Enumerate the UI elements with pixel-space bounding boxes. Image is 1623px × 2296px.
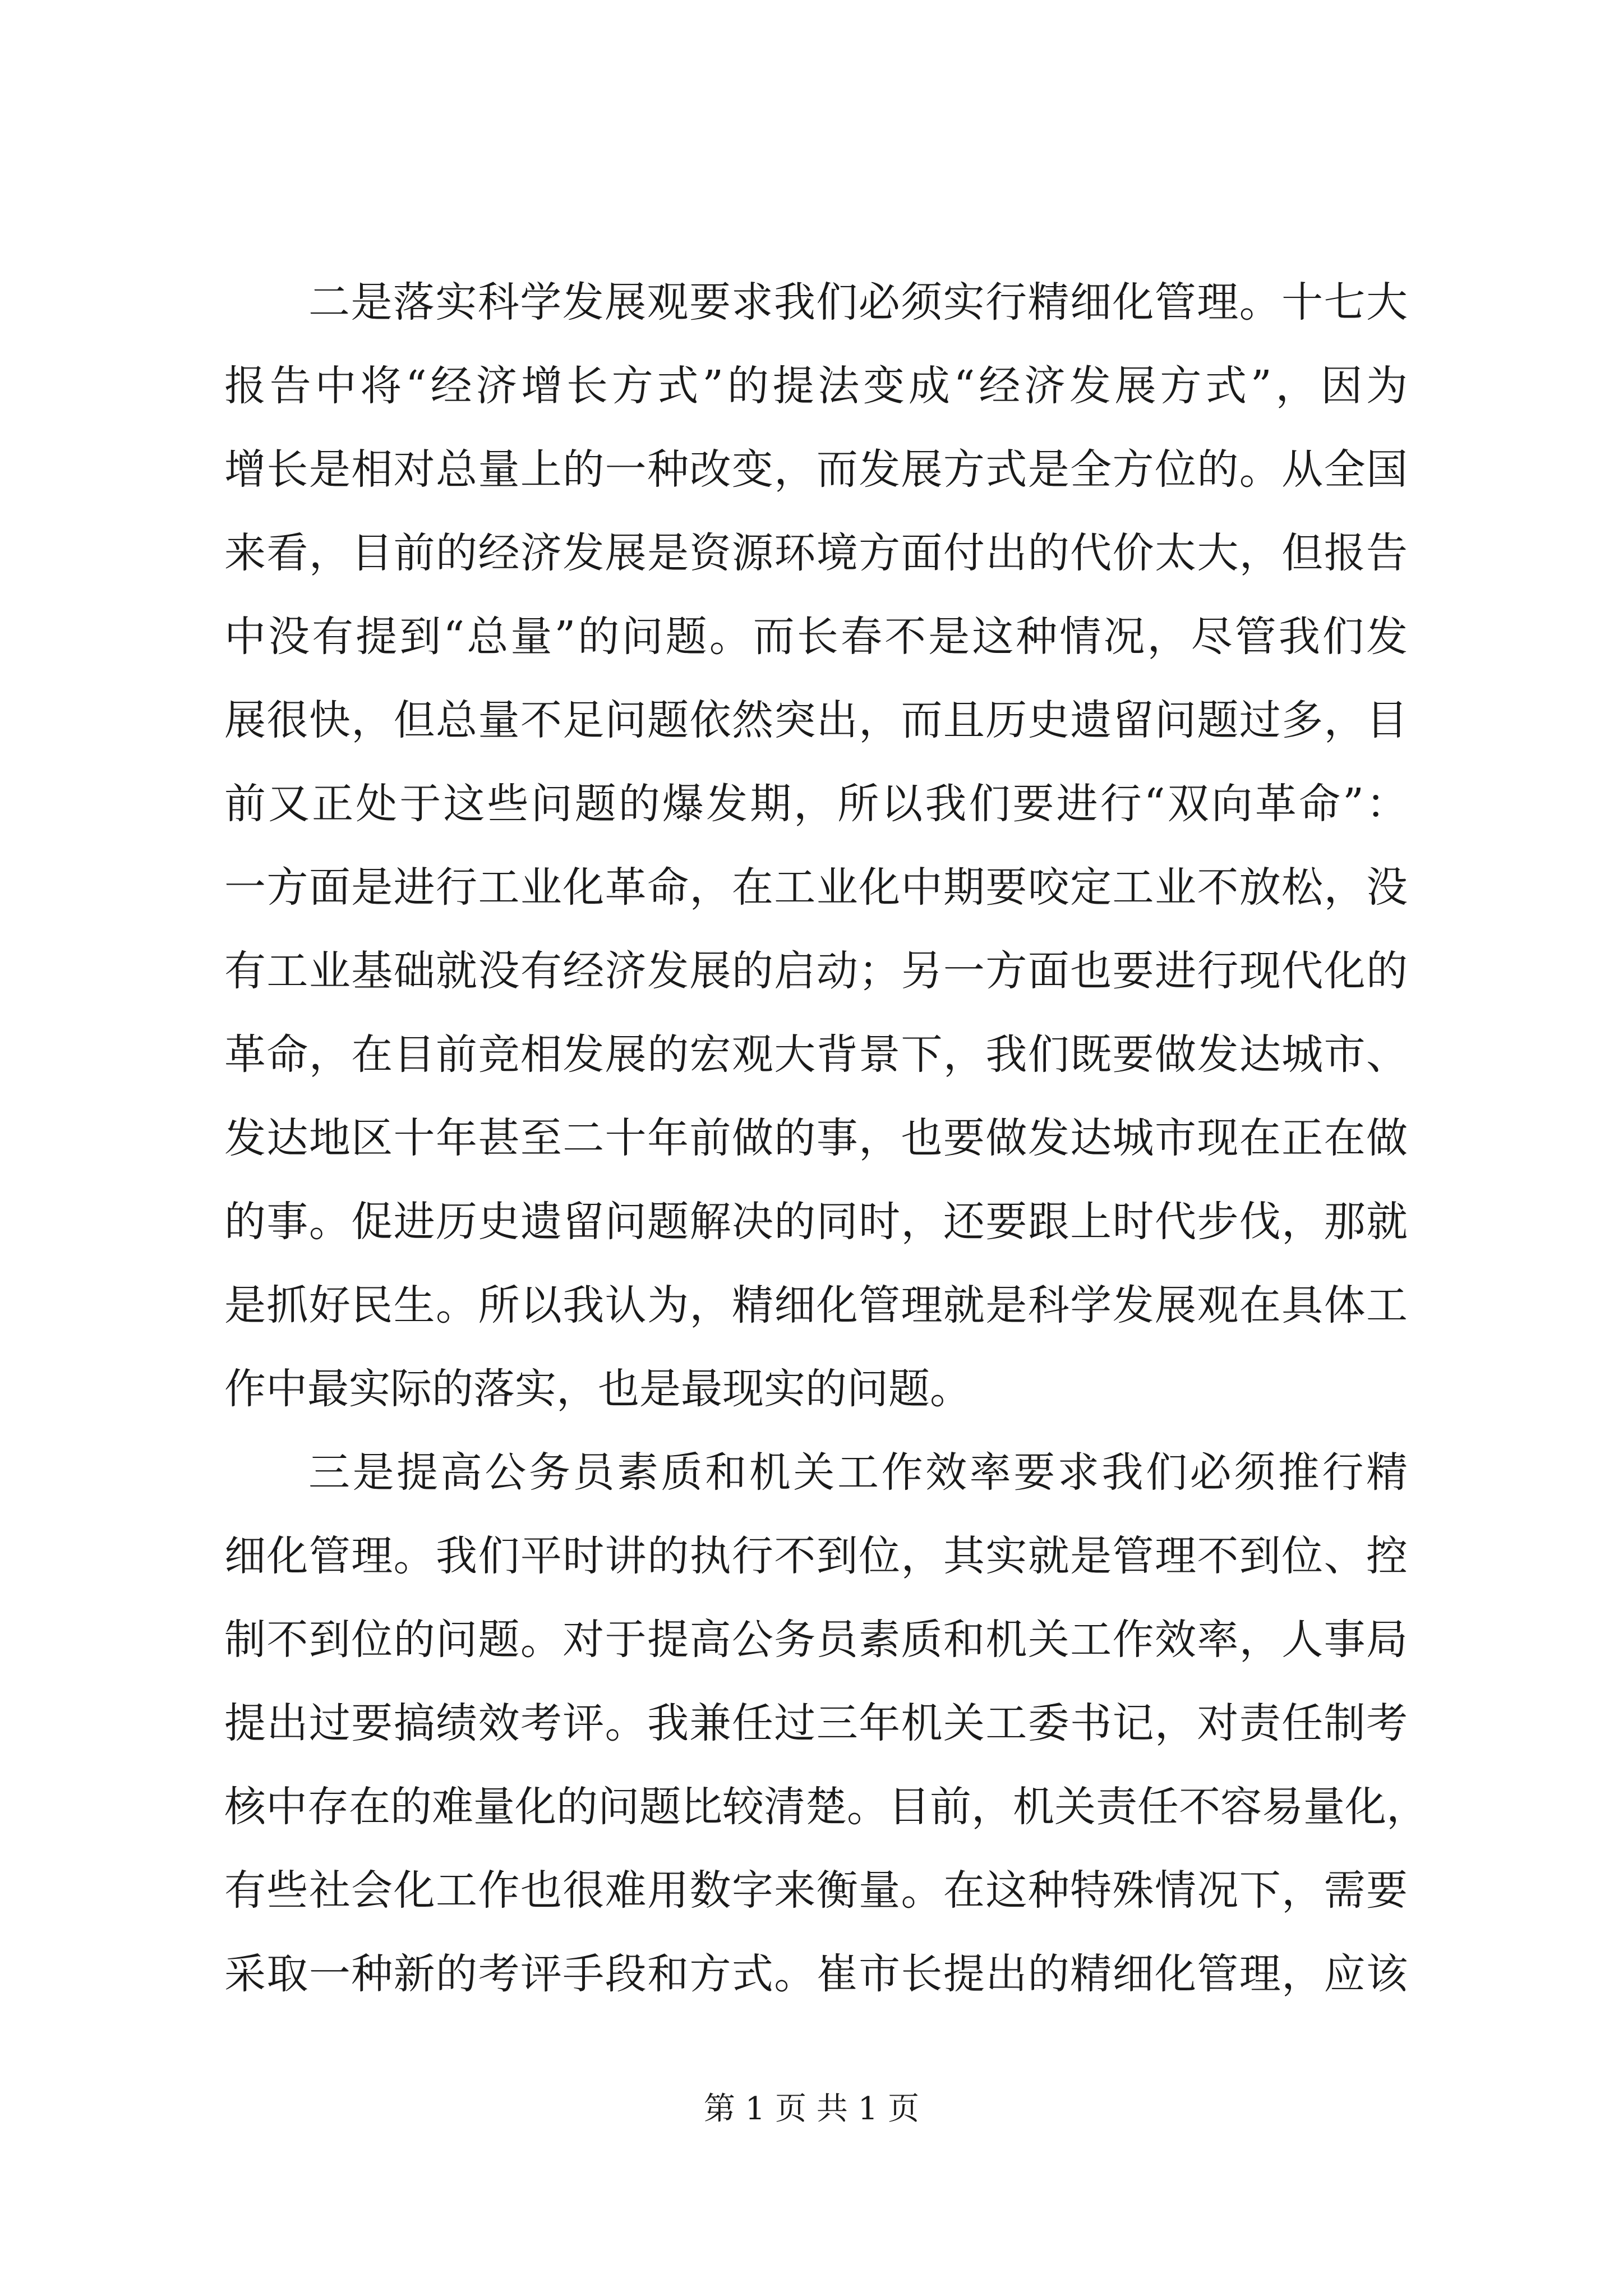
text-line: 采取一种新的考评手段和方式。崔市长提出的精细化管理，应该: [224, 1950, 1408, 1998]
text-line: 是抓好民生。所以我认为，精细化管理就是科学发展观在具体工: [224, 1281, 1408, 1329]
text-line: 的事。促进历史遗留问题解决的同时，还要跟上时代步伐，那就: [224, 1198, 1408, 1246]
text-line: 二是落实科学发展观要求我们必须实行精细化管理。十七大: [308, 278, 1408, 326]
text-line: 提出过要搞绩效考评。我兼任过三年机关工委书记，对责任制考: [224, 1699, 1408, 1747]
text-line: 中没有提到“总量”的问题。而长春不是这种情况，尽管我们发: [224, 613, 1408, 661]
text-line: 革命，在目前竞相发展的宏观大背景下，我们既要做发达城市、: [224, 1030, 1408, 1079]
text-line: 作中最实际的落实，也是最现实的问题。: [224, 1365, 971, 1413]
text-line: 核中存在的难量化的问题比较清楚。目前，机关责任不容易量化，: [224, 1783, 1428, 1831]
paragraph-2: [224, 1431, 1428, 2016]
body-text: [224, 261, 1428, 2016]
text-line: 发达地区十年甚至二十年前做的事，也要做发达城市现在正在做: [224, 1114, 1408, 1162]
text-line: 三是提高公务员素质和机关工作效率要求我们必须推行精: [308, 1448, 1408, 1497]
text-line: 报告中将“经济增长方式”的提法变成“经济发展方式”，因为: [224, 362, 1408, 410]
paragraph-1: [224, 261, 1408, 1431]
text-line: 有工业基础就没有经济发展的启动；另一方面也要进行现代化的: [224, 947, 1408, 995]
text-line: 细化管理。我们平时讲的执行不到位，其实就是管理不到位、控: [224, 1532, 1408, 1580]
text-line: 制不到位的问题。对于提高公务员素质和机关工作效率，人事局: [224, 1616, 1408, 1664]
text-line: 增长是相对总量上的一种改变，而发展方式是全方位的。从全国: [224, 445, 1408, 494]
text-line: 一方面是进行工业化革命，在工业化中期要咬定工业不放松，没: [224, 863, 1408, 912]
text-line: 来看，目前的经济发展是资源环境方面付出的代价太大，但报告: [224, 529, 1408, 577]
text-line: 前又正处于这些问题的爆发期，所以我们要进行“双向革命”：: [224, 780, 1408, 828]
text-line: 有些社会化工作也很难用数字来衡量。在这种特殊情况下，需要: [224, 1866, 1408, 1915]
text-line: 展很快，但总量不足问题依然突出，而且历史遗留问题过多，目: [224, 696, 1408, 744]
page-number-footer: 第 1 页 共 1 页: [703, 2091, 920, 2127]
